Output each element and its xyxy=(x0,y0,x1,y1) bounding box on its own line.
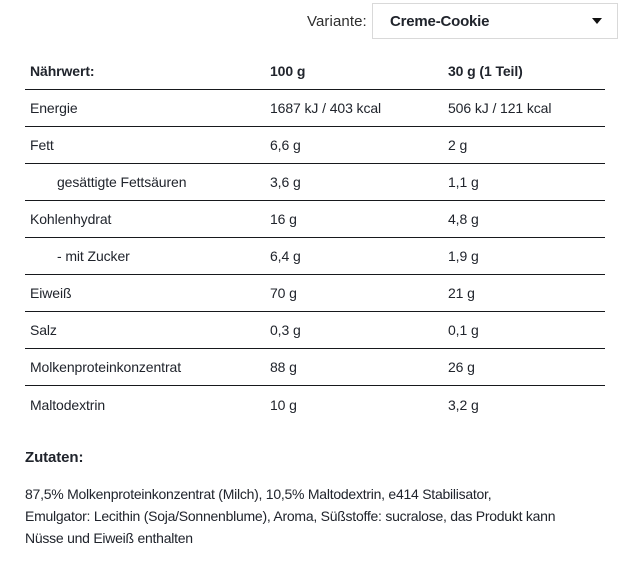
value-per-100g: 6,4 g xyxy=(270,248,301,264)
table-row xyxy=(25,127,605,164)
value-per-100g: 88 g xyxy=(270,359,297,375)
ingredients-line: Nüsse und Eiweiß enthalten xyxy=(25,530,193,546)
table-row xyxy=(25,312,605,349)
variant-label: Variante: xyxy=(307,13,367,30)
nutrition-table-header xyxy=(25,53,605,90)
value-per-30g: 21 g xyxy=(448,285,475,301)
nutrient-label: Eiweiß xyxy=(30,285,72,301)
value-per-30g: 3,2 g xyxy=(448,396,479,413)
value-per-30g: 0,1 g xyxy=(448,322,479,338)
value-per-100g: 6,6 g xyxy=(270,137,301,153)
nutrient-label: Maltodextrin xyxy=(30,396,106,413)
ingredients-heading: Zutaten: xyxy=(25,449,84,466)
header-per-30g-column: 30 g (1 Teil) xyxy=(448,63,523,79)
nutrient-label: - mit Zucker xyxy=(57,248,130,264)
nutrient-label: Molkenproteinkonzentrat xyxy=(30,359,182,375)
ingredients-line: 87,5% Molkenproteinkonzentrat (Milch), 10,5% Maltodextrin, e414 Stabilisator, xyxy=(25,486,492,502)
value-per-30g: 26 g xyxy=(448,359,475,375)
nutrient-label: gesättigte Fettsäuren xyxy=(57,174,187,190)
value-per-100g: 16 g xyxy=(270,211,297,227)
value-per-100g: 3,6 g xyxy=(270,174,301,190)
table-row xyxy=(25,90,605,127)
value-per-30g: 1,1 g xyxy=(448,174,479,190)
value-per-100g: 1687 kJ / 403 kcal xyxy=(270,100,382,116)
nutrient-label: Fett xyxy=(30,137,54,153)
table-row xyxy=(25,164,605,201)
table-row xyxy=(25,386,605,423)
header-nutrient-column: Nährwert: xyxy=(30,63,95,79)
nutrient-label: Salz xyxy=(30,322,57,338)
value-per-30g: 2 g xyxy=(448,137,468,153)
table-row xyxy=(25,238,605,275)
ingredients-text xyxy=(25,483,610,549)
header-per-100g-column: 100 g xyxy=(270,63,306,79)
value-per-30g: 4,8 g xyxy=(448,211,479,227)
nutrition-rows xyxy=(25,90,605,423)
table-row xyxy=(25,201,605,238)
nutrition-table xyxy=(25,53,605,423)
variant-dropdown[interactable] xyxy=(372,3,618,39)
value-per-100g: 0,3 g xyxy=(270,322,301,338)
table-row xyxy=(25,275,605,312)
nutrient-label: Energie xyxy=(30,100,78,116)
value-per-100g: 10 g xyxy=(270,396,297,413)
value-per-30g: 506 kJ / 121 kcal xyxy=(448,100,552,116)
value-per-30g: 1,9 g xyxy=(448,248,479,264)
variant-selected-value: Creme-Cookie xyxy=(390,12,490,30)
caret-down-icon xyxy=(592,18,602,24)
value-per-100g: 70 g xyxy=(270,285,297,301)
table-row xyxy=(25,349,605,386)
nutrient-label: Kohlenhydrat xyxy=(30,211,112,227)
ingredients-line: Emulgator: Lecithin (Soja/Sonnenblume), Aroma, Süßstoffe: sucralose, das Produkt kann xyxy=(25,508,556,524)
